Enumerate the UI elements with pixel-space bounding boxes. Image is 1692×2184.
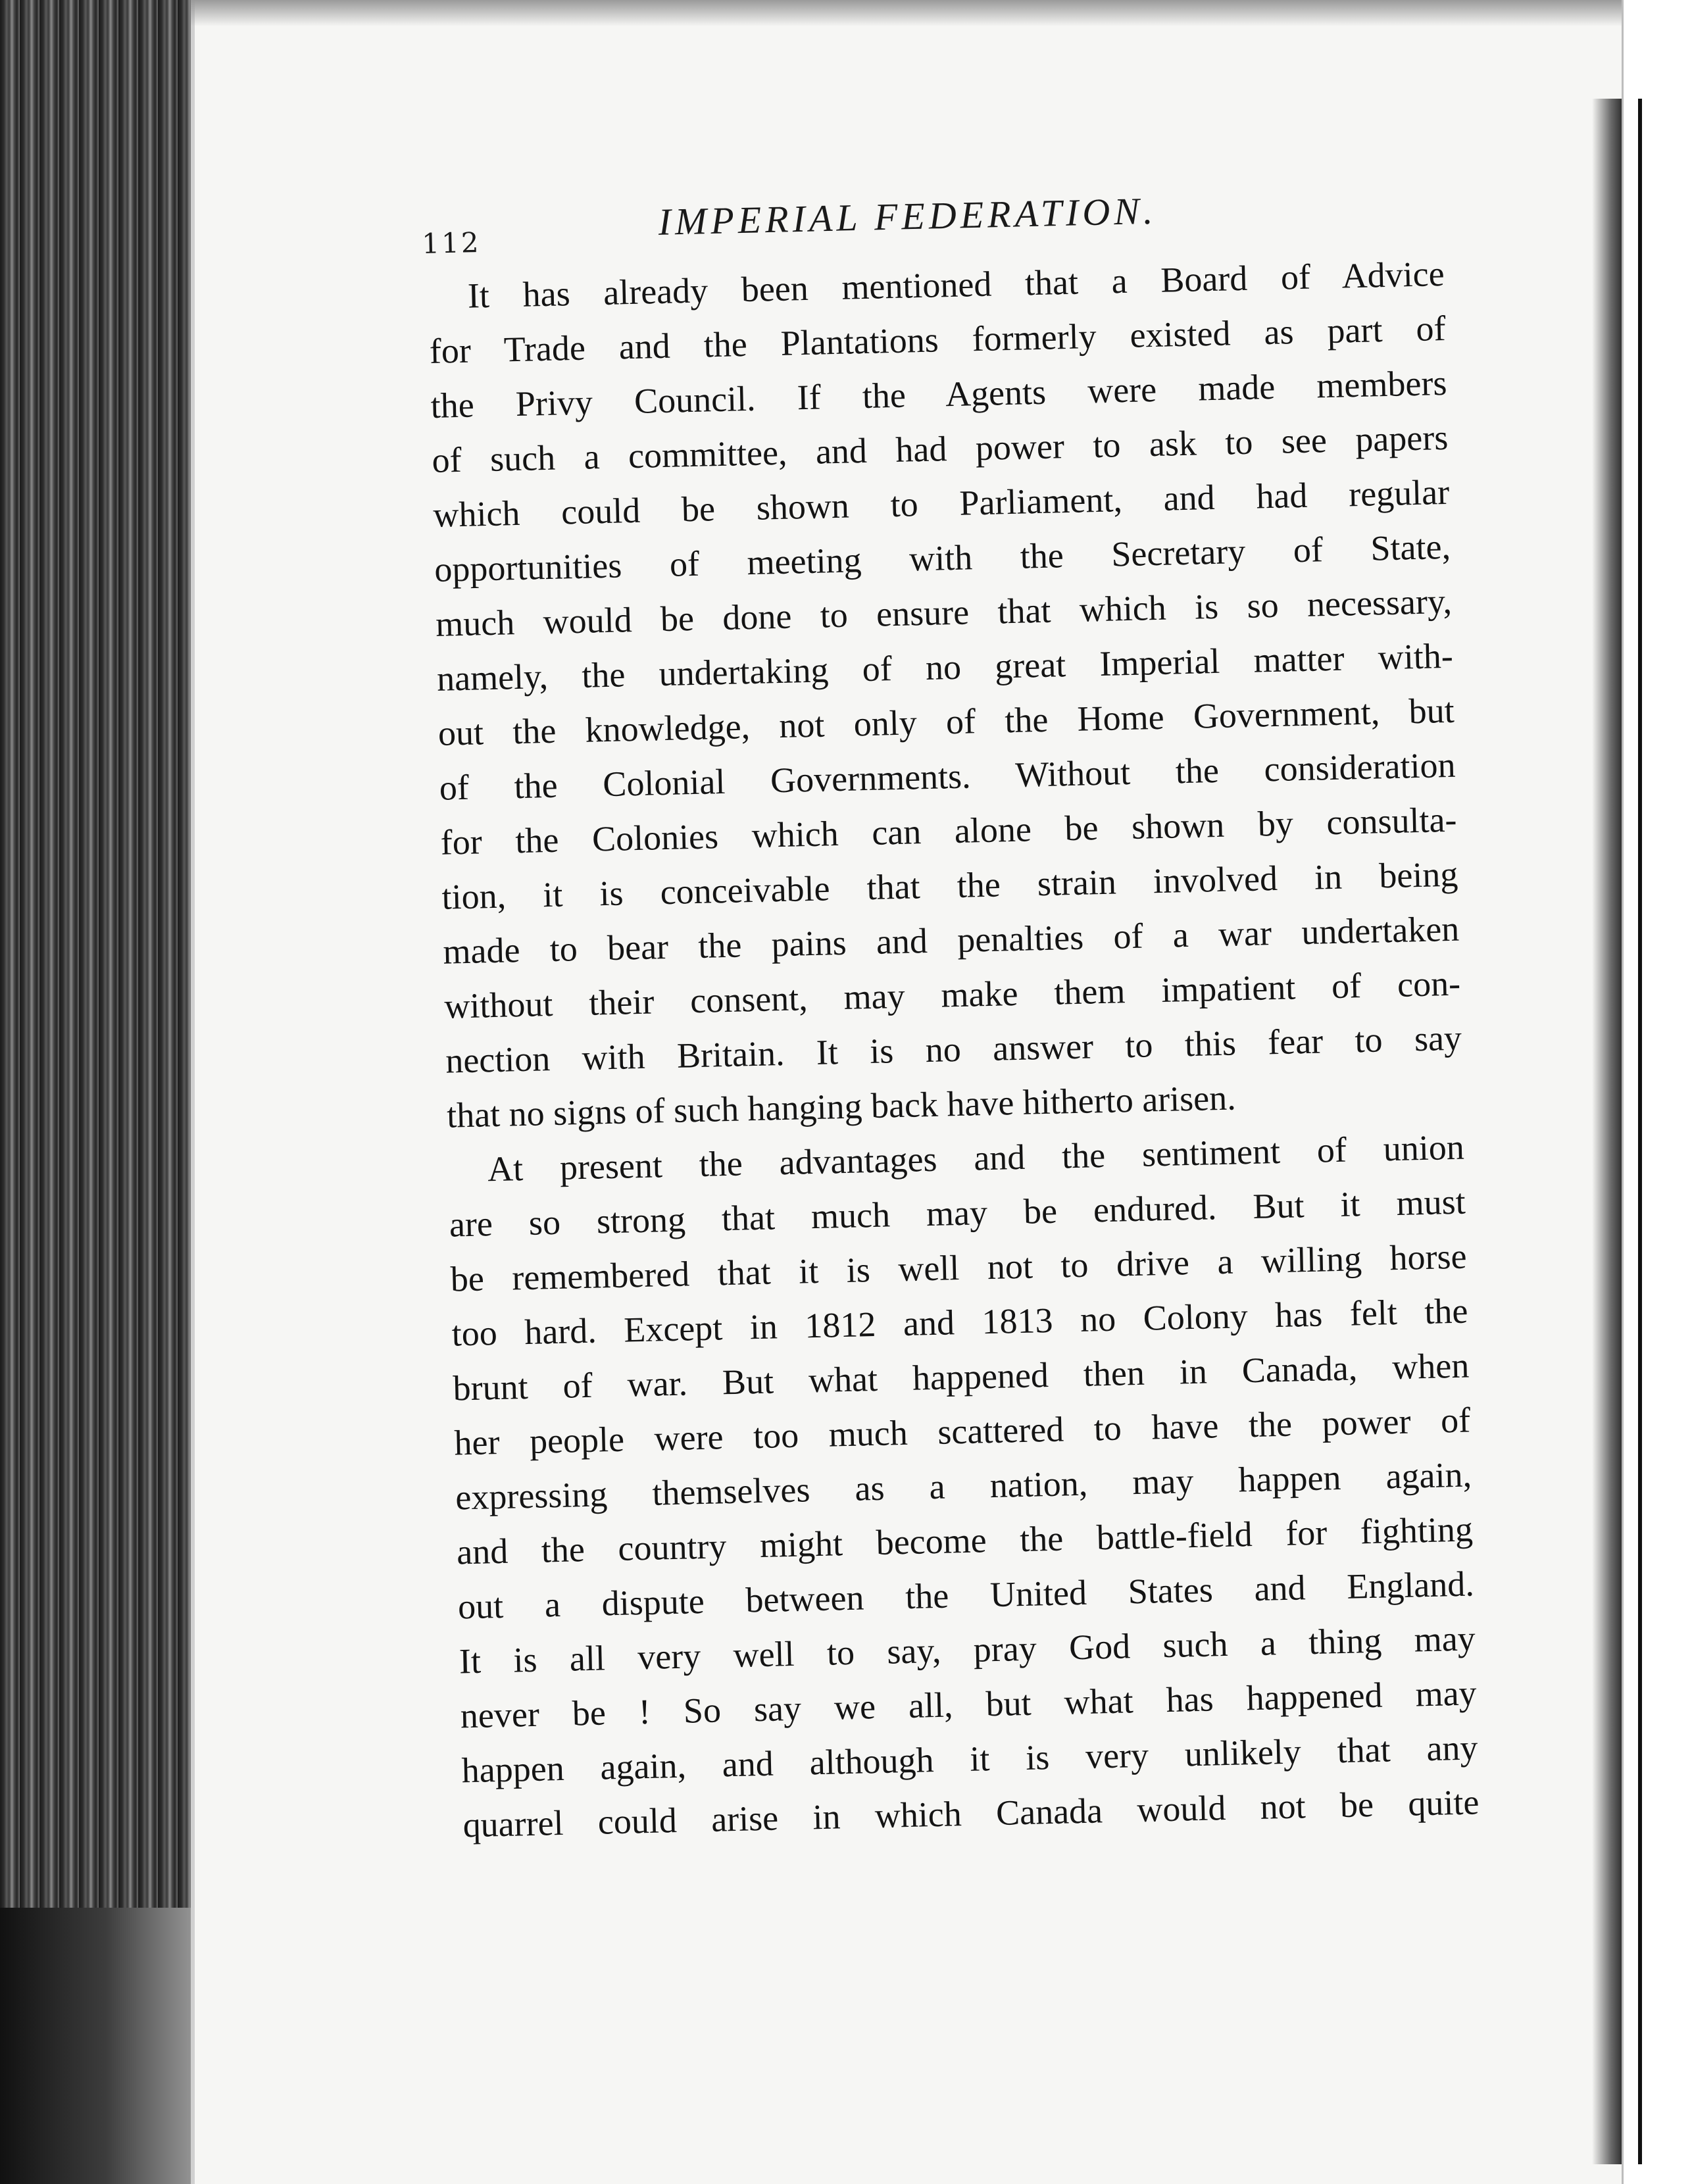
text-line: are so strong that much may be endured. But it must [449,1181,1466,1245]
text-line: nection with Britain. It is no answer to this fear to say [445,1018,1462,1081]
running-head: IMPERIAL FEDERATION. [657,189,1158,243]
paragraph [447,1120,1480,1853]
text-line: It has already been mentioned that a Board of Advice [467,253,1445,316]
text-line: be remembered that it is well not to drive a willing horse [450,1236,1468,1299]
text-line: At present the advantages and the sentiment of union [487,1127,1465,1189]
text-line: namely, the undertaking of no great Imperial matter with- [436,635,1454,699]
text-line: of such a committee, and had power to ask to see papers [431,417,1449,480]
page-number: 112 [421,226,482,260]
text-line: made to bear the pains and penalties of a war undertaken [442,908,1460,972]
text-line: for the Colonies which can alone be shown by consulta- [440,799,1458,862]
text-line: quarrel could arise in which Canada would not be quite [462,1782,1480,1845]
text-line: that no signs of such hanging back have hitherto arisen. [446,1078,1237,1135]
text-line: her people were too much scattered to have the power of [453,1400,1471,1463]
text-line: out a dispute between the United States and England. [457,1564,1475,1627]
text-line: the Privy Council. If the Agents were made members [430,362,1447,426]
text-line: opportunities of meeting with the Secretary of State, [434,526,1451,589]
text-line: for Trade and the Plantations formerly existed as part of [429,308,1447,371]
text-line: brunt of war. But what happened then in Canada, when [452,1345,1470,1408]
text-line: It is all very well to say, pray God such a thing may [459,1618,1476,1681]
paragraph [428,247,1464,1143]
page-top-shadow [191,0,1622,26]
text-line: too hard. Except in 1812 and 1813 no Colony has felt the [451,1291,1468,1354]
text-line: out the knowledge, not only of the Home Government, but [437,690,1455,753]
text-line: without their consent, may make them impatient of con- [443,963,1461,1026]
body-text [428,247,1480,1852]
text-line: never be ! So say we all, but what has happened may [460,1673,1478,1736]
text-line: of the Colonial Governments. Without the consideration [439,745,1456,808]
facing-page-edge [1622,0,1692,2184]
text-line: happen again, and although it is very unlikely that any [461,1727,1479,1791]
text-line: which could be shown to Parliament, and had regular [432,472,1450,535]
facing-page-border [1638,99,1642,2164]
text-line: much would be done to ensure that which is so necessary, [435,581,1453,644]
text-line: expressing themselves as a nation, may happen again, [455,1454,1472,1518]
text-line: tion, it is conceivable that the strain involved in being [441,854,1458,917]
text-line: and the country might become the battle-field for fighting [456,1509,1474,1572]
book-page-edges [0,0,191,2184]
